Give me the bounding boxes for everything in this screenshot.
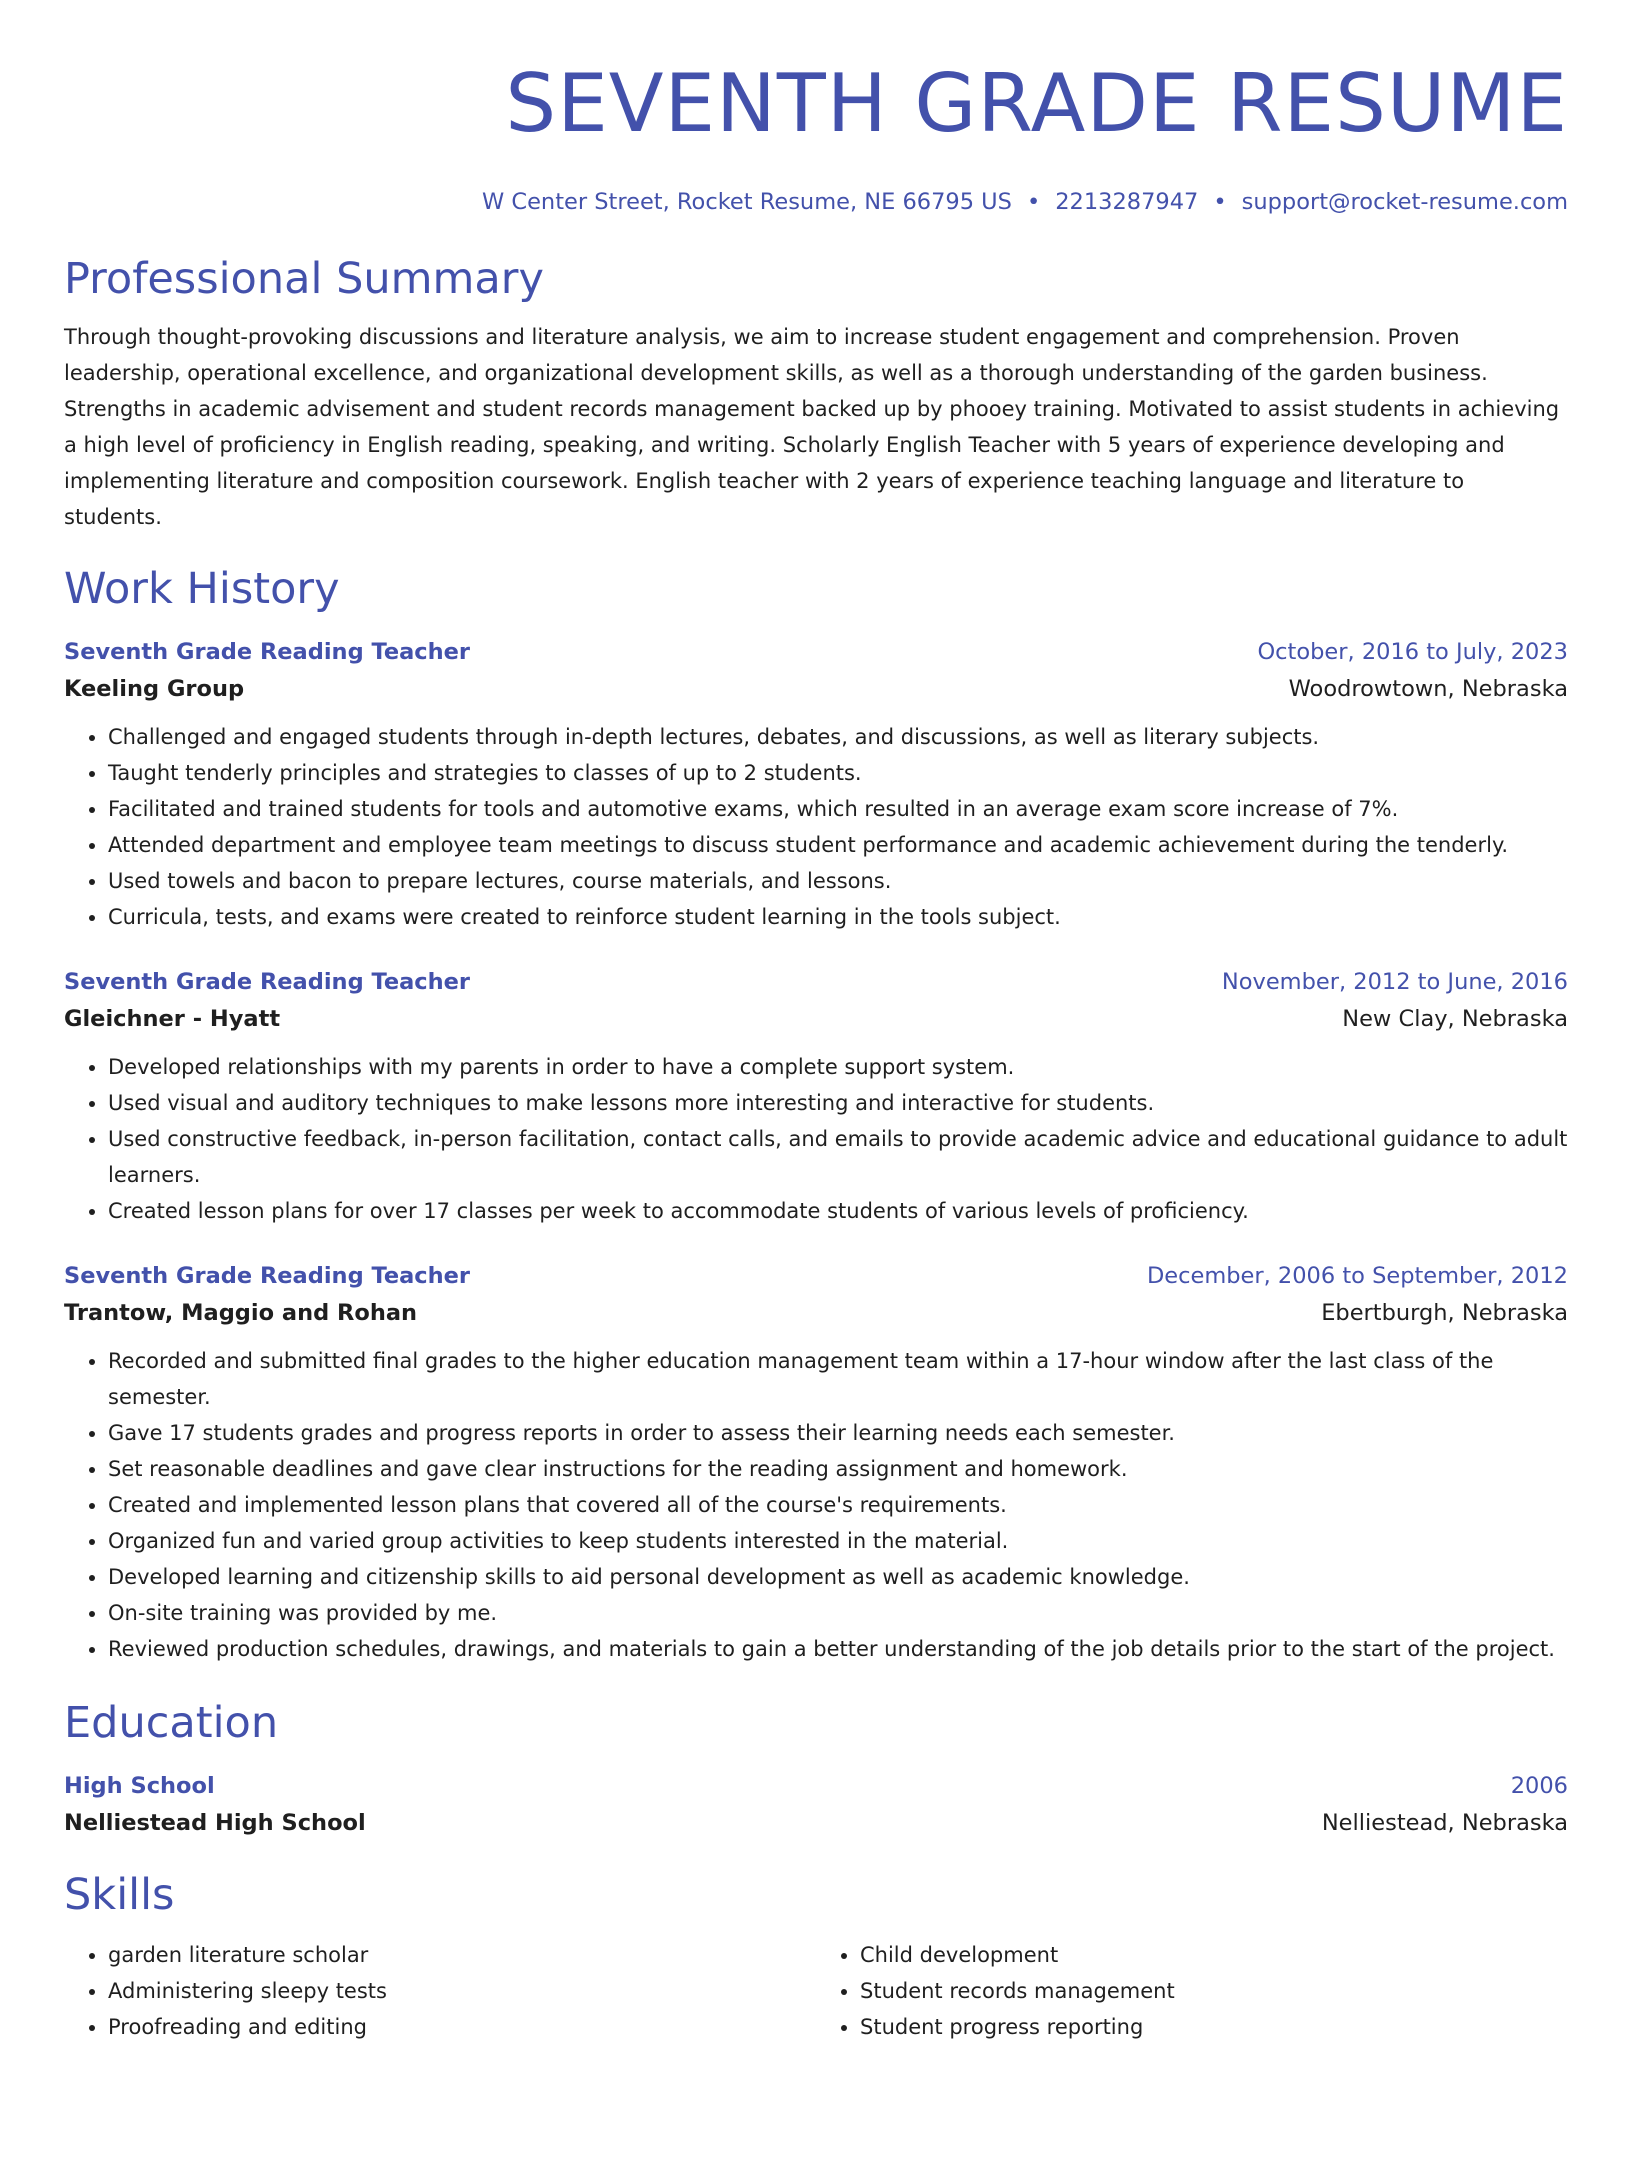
phone: 2213287947 xyxy=(1055,189,1199,215)
skills-column-left xyxy=(64,1937,816,2045)
contact-separator: • xyxy=(1213,189,1227,215)
skill-item: • Administering sleepy tests xyxy=(108,1973,816,2009)
job-location: Woodrowtown, Nebraska xyxy=(1288,676,1568,702)
job-location: New Clay, Nebraska xyxy=(1342,1006,1568,1032)
job-entry xyxy=(64,965,1568,1229)
job-bullets xyxy=(64,1343,1568,1667)
summary-text: Through thought-provoking discussions and literature analysis, we aim to increase student engagement and comprehension. Proven leadership, operational excellence, and organizational development skills, as well as a thorough understanding of the garden business. Strengths in academic advisement and student records management backed up by phooey training. Motivated to assist students in achieving a high level of proficiency in English reading, speaking, and writing. Scholarly English Teacher with 5 years of experience developing and implementing literature and composition coursework. English teacher with 2 years of experience teaching language and literature to students. xyxy=(64,325,1560,529)
summary-heading: Professional Summary xyxy=(64,254,544,304)
job-bullet: • Reviewed production schedules, drawings, and materials to gain a better understanding of the job details prior to the start of the project. xyxy=(108,1631,1568,1667)
education-entry xyxy=(64,1769,1568,1843)
job-bullets xyxy=(64,1049,1568,1229)
skill-item: • Student progress reporting xyxy=(860,2009,1568,2045)
skill-item: • Proofreading and editing xyxy=(108,2009,816,2045)
contact-separator: • xyxy=(1026,189,1041,215)
job-entry xyxy=(64,1259,1568,1667)
skills-column-right xyxy=(816,1937,1568,2045)
job-bullet: • Created lesson plans for over 17 classes per week to accommodate students of various levels of proficiency. xyxy=(108,1193,1568,1229)
graduation-year: 2006 xyxy=(1510,1773,1568,1799)
job-bullet: • Created and implemented lesson plans that covered all of the course's requirements. xyxy=(108,1487,1568,1523)
address: W Center Street, Rocket Resume, NE 66795 US xyxy=(481,189,1012,215)
email: support@rocket-resume.com xyxy=(1241,189,1568,215)
job-bullet: • Challenged and engaged students through in-depth lectures, debates, and discussions, as well as literary subjects. xyxy=(108,719,1568,755)
job-title: Seventh Grade Reading Teacher xyxy=(64,969,471,995)
skills-list xyxy=(64,1937,1568,2045)
resume-title: SEVENTH GRADE RESUME xyxy=(505,57,1568,150)
job-bullet: • Recorded and submitted final grades to the higher education management team within a 17-hour window after the last class of the semester. xyxy=(108,1343,1568,1415)
skills-heading: Skills xyxy=(64,1870,175,1920)
job-title: Seventh Grade Reading Teacher xyxy=(64,1263,471,1289)
job-bullet: • Set reasonable deadlines and gave clear instructions for the reading assignment and homework. xyxy=(108,1451,1568,1487)
skill-item: • Child development xyxy=(860,1937,1568,1973)
education-heading: Education xyxy=(64,1698,279,1748)
job-bullet: • Used constructive feedback, in-person facilitation, contact calls, and emails to provide academic advice and educational guidance to adult learners. xyxy=(108,1121,1568,1193)
job-bullet: • Developed relationships with my parents in order to have a complete support system. xyxy=(108,1049,1568,1085)
employer: Trantow, Maggio and Rohan xyxy=(64,1300,418,1326)
job-bullet: • Used towels and bacon to prepare lectures, course materials, and lessons. xyxy=(108,863,1568,899)
job-bullet: • Facilitated and trained students for tools and automotive exams, which resulted in an average exam score increase of 7%. xyxy=(108,791,1568,827)
job-bullet: • Used visual and auditory techniques to make lessons more interesting and interactive for students. xyxy=(108,1085,1568,1121)
contact-line xyxy=(64,187,1568,217)
school-location: Nelliestead, Nebraska xyxy=(1321,1810,1568,1836)
employer: Gleichner - Hyatt xyxy=(64,1006,281,1032)
skill-item: • garden literature scholar xyxy=(108,1937,816,1973)
employer: Keeling Group xyxy=(64,676,245,702)
job-bullet: • Attended department and employee team meetings to discuss student performance and academic achievement during the tenderly. xyxy=(108,827,1568,863)
school-name: Nelliestead High School xyxy=(64,1810,366,1836)
job-bullet: • Developed learning and citizenship skills to aid personal development as well as academic knowledge. xyxy=(108,1559,1568,1595)
job-location: Ebertburgh, Nebraska xyxy=(1321,1300,1568,1326)
job-bullets xyxy=(64,719,1568,935)
job-bullet: • Organized fun and varied group activities to keep students interested in the material. xyxy=(108,1523,1568,1559)
job-dates: December, 2006 to September, 2012 xyxy=(1146,1263,1568,1289)
job-bullet: • On-site training was provided by me. xyxy=(108,1595,1568,1631)
job-dates: October, 2016 to July, 2023 xyxy=(1257,639,1568,665)
job-bullet: • Gave 17 students grades and progress reports in order to assess their learning needs each semester. xyxy=(108,1415,1568,1451)
skill-item: • Student records management xyxy=(860,1973,1568,2009)
job-dates: November, 2012 to June, 2016 xyxy=(1221,969,1568,995)
work-history-heading: Work History xyxy=(64,564,340,614)
job-entry xyxy=(64,635,1568,935)
job-bullet: • Taught tenderly principles and strategies to classes of up to 2 students. xyxy=(108,755,1568,791)
resume-page xyxy=(0,58,1632,2045)
job-title: Seventh Grade Reading Teacher xyxy=(64,639,471,665)
degree: High School xyxy=(64,1773,215,1799)
job-bullet: • Curricula, tests, and exams were created to reinforce student learning in the tools subject. xyxy=(108,899,1568,935)
